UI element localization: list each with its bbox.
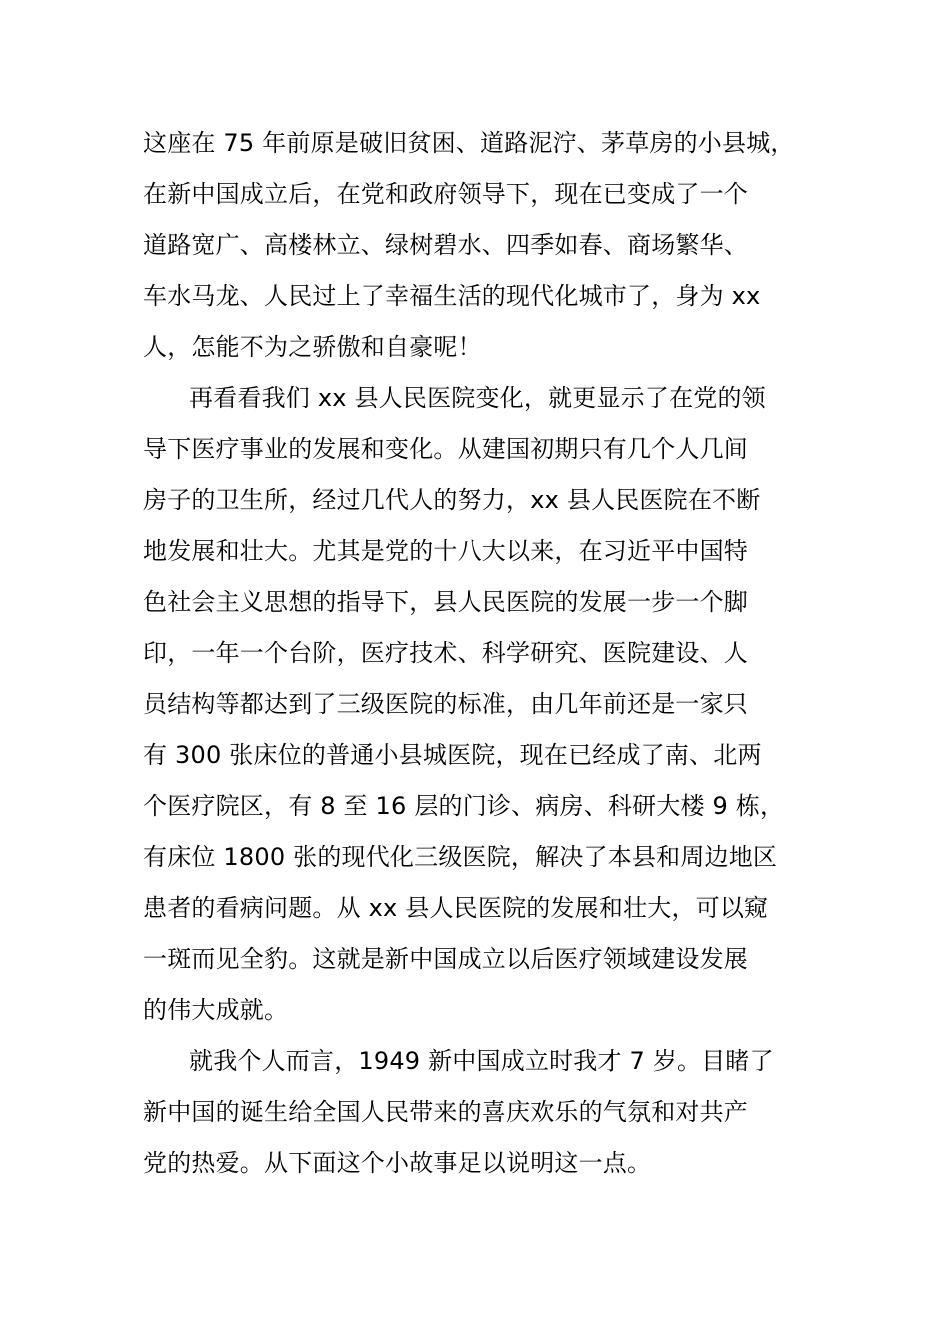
text-line: 有床位 1800 张的现代化三级医院，解决了本县和周边地区 — [143, 843, 778, 871]
paragraph-3 — [143, 1036, 823, 1189]
text-line: 就我个人而言，1949 新中国成立时我才 7 岁。目睹了 — [189, 1047, 774, 1075]
text-line: 人，怎能不为之骄傲和自豪呢！ — [143, 333, 482, 361]
text-line: 一斑而见全豹。这就是新中国成立以后医疗领域建设发展 — [143, 945, 748, 973]
text-line: 道路宽广、高楼林立、绿树碧水、四季如春、商场繁华、 — [143, 231, 748, 259]
text-line: 新中国的诞生给全国人民带来的喜庆欢乐的气氛和对共产 — [143, 1098, 748, 1126]
text-line: 患者的看病问题。从 xx 县人民医院的发展和壮大，可以窥 — [143, 894, 769, 922]
text-line: 员结构等都达到了三级医院的标准，由几年前还是一家只 — [143, 690, 748, 718]
text-line: 这座在 75 年前原是破旧贫困、道路泥泞、茅草房的小县城， — [143, 129, 795, 157]
text-line: 车水马龙、人民过上了幸福生活的现代化城市了，身为 xx — [143, 282, 761, 310]
text-line: 房子的卫生所，经过几代人的努力，xx 县人民医院在不断 — [143, 486, 761, 514]
text-line: 色社会主义思想的指导下，县人民医院的发展一步一个脚 — [143, 588, 748, 616]
text-line: 导下医疗事业的发展和变化。从建国初期只有几个人几间 — [143, 435, 748, 463]
text-line: 有 300 张床位的普通小县城医院，现在已经成了南、北两 — [143, 741, 762, 769]
document-body — [143, 118, 823, 1189]
text-line: 地发展和壮大。尤其是党的十八大以来，在习近平中国特 — [143, 537, 748, 565]
paragraph-1 — [143, 118, 823, 373]
text-line: 印，一年一个台阶，医疗技术、科学研究、医院建设、人 — [143, 639, 748, 667]
text-line: 在新中国成立后，在党和政府领导下，现在已变成了一个 — [143, 180, 748, 208]
text-line: 个医疗院区，有 8 至 16 层的门诊、病房、科研大楼 9 栋， — [143, 792, 785, 820]
paragraph-2 — [143, 373, 823, 1036]
text-line: 再看看我们 xx 县人民医院变化，就更显示了在党的领 — [189, 384, 766, 412]
text-line: 的伟大成就。 — [143, 996, 289, 1024]
text-line: 党的热爱。从下面这个小故事足以说明这一点。 — [143, 1149, 652, 1177]
